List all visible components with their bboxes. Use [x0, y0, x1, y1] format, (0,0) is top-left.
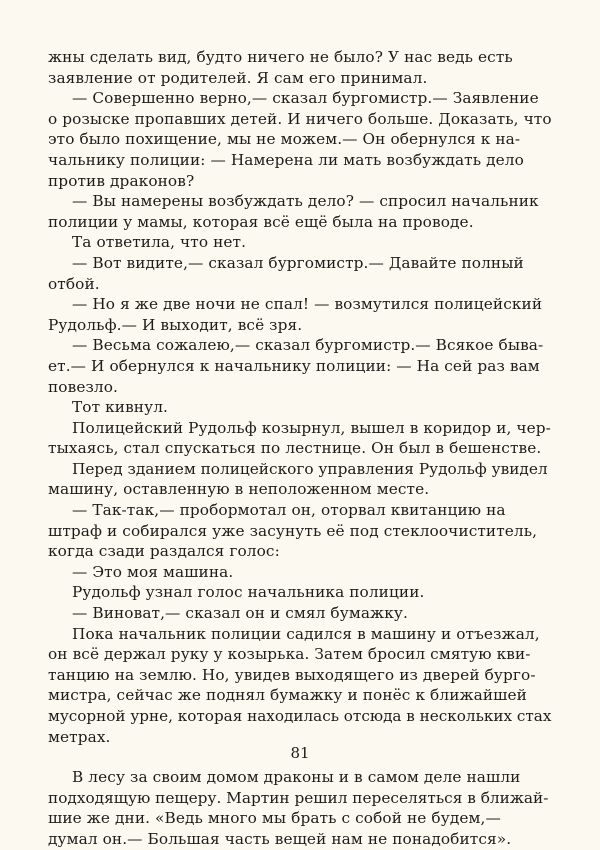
- page-number: 81: [290, 744, 310, 762]
- text-line: жны сделать вид, будто ничего не было? У нас ведь есть: [48, 48, 513, 66]
- paragraph: [48, 232, 552, 253]
- text-line: — Весьма сожалею,— сказал бургомистр.— Всякое быва-: [72, 336, 544, 355]
- text-line: полиции у мамы, которая всё ещё была на проводе.: [48, 212, 474, 231]
- text-line: В лесу за своим домом драконы и в самом деле нашли: [72, 768, 521, 787]
- text-line: мусорной урне, которая находилась отсюда в нескольких стах: [48, 707, 552, 725]
- text-line: штраф и собирался уже засунуть её под стеклоочиститель,: [48, 521, 538, 540]
- paragraph: [48, 500, 552, 562]
- text-line: — Так-так,— пробормотал он, оторвал квитанцию на: [72, 501, 506, 520]
- paragraph: [48, 603, 552, 624]
- text-line: Тот кивнул.: [72, 398, 168, 417]
- paragraph: [48, 294, 552, 335]
- paragraph: [48, 335, 552, 397]
- paragraph: [48, 624, 552, 748]
- text-line: — Вот видите,— сказал бургомистр.— Давайте полный: [72, 253, 524, 272]
- text-line: — Совершенно верно,— сказал бургомистр.— Заявление: [72, 89, 539, 108]
- text-line: Полицейский Рудольф козырнул, вышел в коридор и, чер-: [72, 418, 551, 437]
- paragraph: [48, 191, 552, 232]
- text-line: когда сзади раздался голос:: [48, 542, 280, 561]
- text-line: метрах.: [48, 727, 111, 746]
- text-line: повезло.: [48, 377, 119, 396]
- paragraph: [48, 582, 552, 603]
- paragraph: [48, 253, 552, 294]
- text-line: Та ответила, что нет.: [72, 233, 247, 252]
- text-line: отбой.: [48, 274, 100, 293]
- text-line: тыхаясь, стал спускаться по лестнице. Он был в бешенстве.: [48, 439, 542, 458]
- text-line: чальнику полиции: — Намерена ли мать возбуждать дело: [48, 150, 524, 169]
- paragraph: [48, 418, 552, 459]
- text-line: думал он.— Большая часть вещей нам не понадобится».: [48, 829, 512, 848]
- text-line: о розыске пропавших детей. И ничего больше. Доказать, что: [48, 109, 552, 128]
- text-line: — Виноват,— сказал он и смял бумажку.: [72, 604, 408, 623]
- text-line: танцию на землю. Но, увидев выходящего из дверей бурго-: [48, 665, 536, 684]
- text-line: машину, оставленную в неположенном месте.: [48, 480, 430, 499]
- text-body: [48, 47, 552, 850]
- paragraph: [48, 397, 552, 418]
- paragraph: [48, 562, 552, 583]
- paragraph: [48, 767, 552, 849]
- text-line: заявление от родителей. Я сам его принимал.: [48, 68, 428, 87]
- text-line: против драконов?: [48, 171, 195, 190]
- paragraph: [48, 459, 552, 500]
- text-line: Пока начальник полиции садился в машину и отъезжал,: [72, 624, 540, 643]
- text-line: мистра, сейчас же поднял бумажку и понёс к ближайшей: [48, 686, 527, 705]
- text-line: подходящую пещеру. Мартин решил переселяться в ближай-: [48, 788, 549, 807]
- text-line: — Но я же две ночи не спал! — возмутился полицейский: [72, 295, 543, 314]
- text-line: ет.— И обернулся к начальнику полиции: — На сей раз вам: [48, 356, 540, 375]
- text-line: Рудольф узнал голос начальника полиции.: [72, 583, 425, 602]
- text-line: — Вы намерены возбуждать дело? — спросил начальник: [72, 192, 539, 211]
- text-line: Перед зданием полицейского управления Рудольф увидел: [72, 459, 548, 478]
- paragraph: [48, 47, 552, 88]
- text-line: это было похищение, мы не можем.— Он обернулся к на-: [48, 130, 521, 149]
- text-line: он всё держал руку у козырька. Затем бросил смятую кви-: [48, 645, 531, 664]
- text-line: шие же дни. «Ведь много мы брать с собой не будем,—: [48, 809, 501, 828]
- text-line: — Это моя машина.: [72, 562, 234, 581]
- paragraph: [48, 88, 552, 191]
- text-line: Рудольф.— И выходит, всё зря.: [48, 315, 303, 334]
